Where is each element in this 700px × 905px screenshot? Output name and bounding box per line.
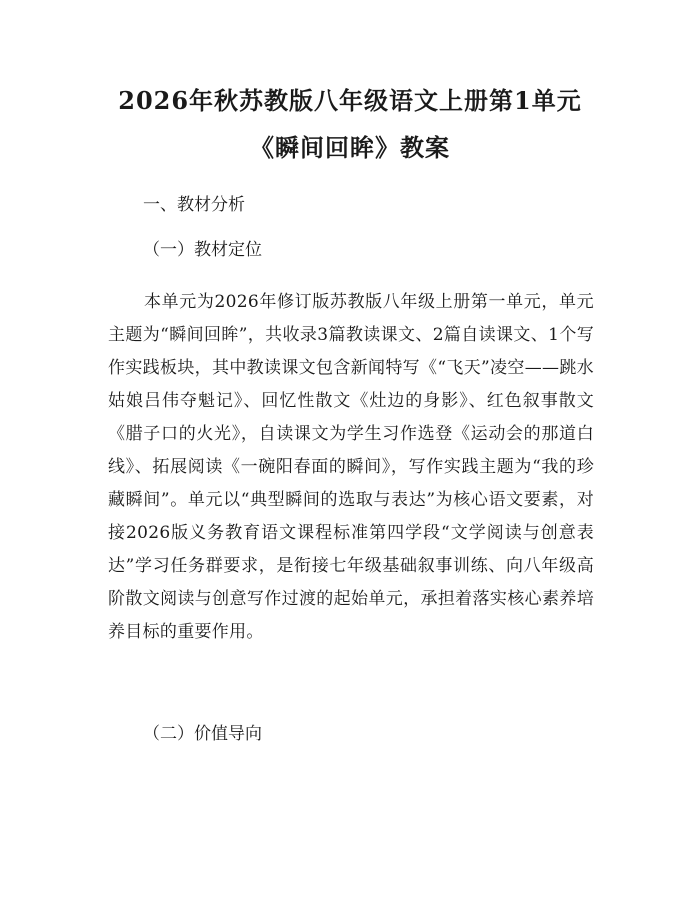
document-title-line-1: 2026年秋苏教版八年级语文上册第1单元 (118, 86, 582, 115)
section-heading-teaching-material-analysis: 一、教材分析 (143, 195, 245, 215)
subsection-heading-material-positioning: （一）教材定位 (143, 240, 262, 260)
subsection-heading-value-orientation: （二）价值导向 (143, 724, 262, 744)
document-title-line-2: 《瞬间回眸》教案 (250, 133, 450, 162)
body-paragraph-unit-overview: 本单元为2026年修订版苏教版八年级上册第一单元，单元主题为“瞬间回眸”，共收录3篇教读课文、2篇自读课文、1个写作实践板块，其中教读课文包含新闻特写《“飞天”凌空——跳水姑娘吕伟夺魁记》、回忆性散文《灶边的身影》、红色叙事散文《腊子口的火光》，自读课文为学生习作选登《运动会的那道白线》、拓展阅读《一碗阳春面的瞬间》，写作实践主题为“我的珍藏瞬间”。单元以“典型瞬间的选取与表达”为核心语文要素，对接2026版义务教育语文课程标准第四学段“文学阅读与创意表达”学习任务群要求，是衔接七年级基础叙事训练、向八年级高阶散文阅读与创意写作过渡的起始单元，承担着落实核心素养培养目标的重要作用。 (108, 292, 594, 642)
